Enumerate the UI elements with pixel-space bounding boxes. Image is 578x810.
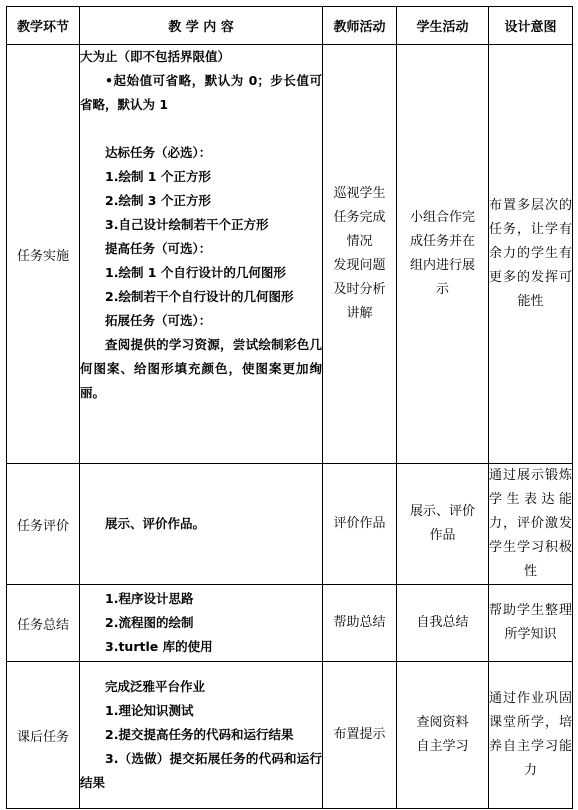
stage-cell: 课后任务 <box>7 662 80 809</box>
content-line: •起始值可省略，默认为 0；步长值可省略，默认为 1 <box>80 73 322 112</box>
student-line: 示 <box>435 282 449 297</box>
teacher-cell <box>323 585 397 662</box>
content-line: 2.绘制若干个自行设计的几何图形 <box>105 289 294 304</box>
table-row <box>7 45 573 464</box>
teacher-line: 布置提示 <box>333 727 386 742</box>
content-line: 2.绘制 3 个正方形 <box>105 193 211 208</box>
student-line: 展示、评价 <box>409 504 475 519</box>
content-cell <box>80 585 323 662</box>
content-line: 1.理论知识测试 <box>105 703 194 718</box>
content-line: 展示、评价作品。 <box>105 516 206 531</box>
teacher-cell <box>323 662 397 809</box>
student-cell <box>397 464 489 585</box>
student-line: 自主学习 <box>416 739 469 754</box>
content-line: 完成泛雅平台作业 <box>105 679 206 694</box>
teacher-line: 发现问题 <box>333 258 386 273</box>
content-spacer <box>80 117 322 141</box>
student-line: 组内进行展 <box>409 258 475 273</box>
student-line: 自我总结 <box>416 615 469 630</box>
intent-cell: 布置多层次的任务，让学有余力的学生有更多的发挥可能性 <box>489 45 573 464</box>
stage-cell: 任务实施 <box>7 45 80 464</box>
table-row <box>7 585 573 662</box>
stage-cell: 任务总结 <box>7 585 80 662</box>
content-line: 1.绘制 1 个正方形 <box>105 169 211 184</box>
table-header-row <box>7 7 573 45</box>
content-line: 2.流程图的绘制 <box>105 615 194 630</box>
teacher-line: 讲解 <box>346 306 373 321</box>
content-cell <box>80 662 323 809</box>
teacher-line: 任务完成 <box>333 210 386 225</box>
student-cell <box>397 585 489 662</box>
student-line: 查阅资料 <box>416 715 469 730</box>
content-line: 大为止（即不包括界限值） <box>80 49 231 64</box>
teacher-cell <box>323 45 397 464</box>
content-line: 3.自己设计绘制若干个正方形 <box>105 217 269 232</box>
header-stage: 教学环节 <box>7 7 80 45</box>
stage-cell: 任务评价 <box>7 464 80 585</box>
header-content: 教 学 内 容 <box>80 7 323 45</box>
content-cell <box>80 464 323 585</box>
teacher-cell <box>323 464 397 585</box>
header-student: 学生活动 <box>397 7 489 45</box>
header-teacher: 教师活动 <box>323 7 397 45</box>
lesson-plan-table <box>6 6 573 809</box>
content-line: 3.turtle 库的使用 <box>105 639 213 654</box>
header-intent: 设计意图 <box>489 7 573 45</box>
intent-cell: 通过作业巩固课堂所学，培养自主学习能力 <box>489 662 573 809</box>
teacher-line: 帮助总结 <box>333 615 386 630</box>
student-line: 成任务并在 <box>409 234 475 249</box>
teacher-line: 及时分析 <box>333 282 386 297</box>
table-row <box>7 464 573 585</box>
student-cell <box>397 45 489 464</box>
content-cell <box>80 45 323 464</box>
teacher-line: 巡视学生 <box>333 186 386 201</box>
content-line: 达标任务（必选）： <box>105 145 212 160</box>
content-line: 2.提交提高任务的代码和运行结果 <box>105 727 294 742</box>
content-line: 1.程序设计思路 <box>105 591 194 606</box>
intent-cell: 通过展示锻炼学生表达能力，评价激发学生学习积极性 <box>489 464 573 585</box>
table-row <box>7 662 573 809</box>
content-line: 拓展任务（可选）： <box>105 313 212 328</box>
student-cell <box>397 662 489 809</box>
content-line: 3.（选做）提交拓展任务的代码和运行结果 <box>80 751 322 790</box>
content-line: 查阅提供的学习资源，尝试绘制彩色几何图案、给图形填充颜色，使图案更加绚丽。 <box>80 337 322 400</box>
content-line: 1.绘制 1 个自行设计的几何图形 <box>105 265 286 280</box>
teacher-line: 情况 <box>346 234 373 249</box>
teacher-line: 评价作品 <box>333 516 386 531</box>
content-line: 提高任务（可选）： <box>105 241 212 256</box>
student-line: 作品 <box>429 528 456 543</box>
intent-cell: 帮助学生整理所学知识 <box>489 585 573 662</box>
student-line: 小组合作完 <box>409 210 475 225</box>
